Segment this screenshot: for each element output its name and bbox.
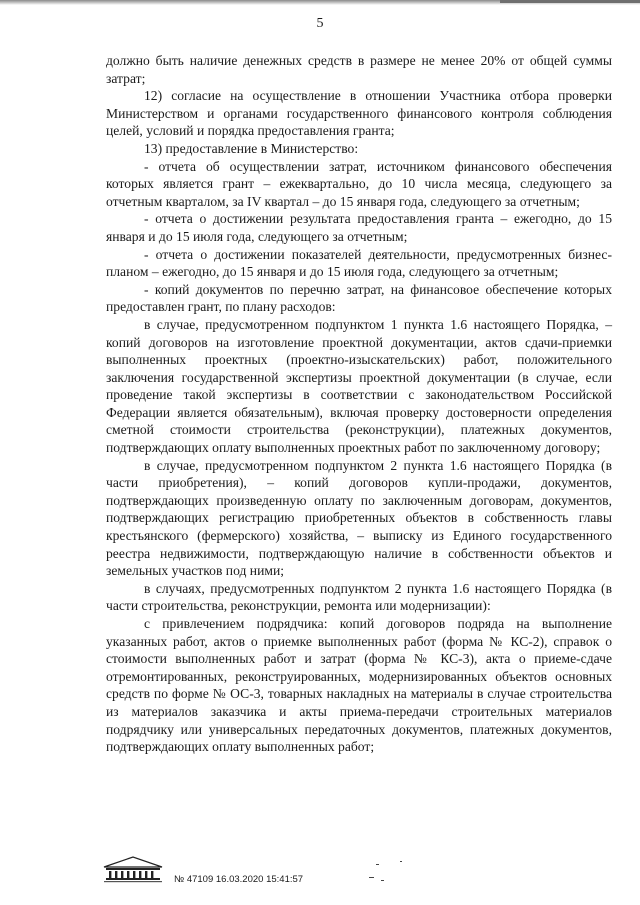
paragraph: - отчета об осуществлении затрат, источником финансового обеспечения которых является грант – ежеквартально, до 10 числа месяца, следующего за отчетным кварталом, за IV квартал – до 15 января года, следующего за отчетным; xyxy=(106,158,612,209)
scan-speck xyxy=(381,880,384,881)
scan-speck xyxy=(400,861,402,862)
paragraph: в случаях, предусмотренных подпунктом 2 пункта 1.6 настоящего Порядка (в части строительства, реконструкции, ремонта или модернизации): xyxy=(106,580,612,614)
scan-speck xyxy=(369,877,374,878)
paragraph: в случае, предусмотренном подпунктом 2 пункта 1.6 настоящего Порядка (в части приобретения), – копий договоров купли-продажи, документов, подтверждающих произведенную оплату по заключенным договорам, документов, подтверждающих регистрацию приобретенных объектов в собственность главы крестьянского (фермерского) хозяйства, – выписку из Единого государственного реестра недвижимости, подтверждающую наличие в собственности объектов и земельных участков под ними; xyxy=(106,457,612,579)
paragraph: - отчета о достижении результата предоставления гранта – ежегодно, до 15 января и до 15 июля года, следующего за отчетным; xyxy=(106,211,612,244)
document-body xyxy=(106,52,612,756)
government-building-icon xyxy=(102,854,164,884)
scan-top-edge-dark xyxy=(500,0,640,3)
paragraph: 12) согласие на осуществление в отношении Участника отбора проверки Министерством и органами государственного финансового контроля соблюдения целей, условий и порядка предоставления гранта; xyxy=(106,88,612,139)
page-number: 5 xyxy=(316,16,324,31)
paragraph: 13) предоставление в Министерство: xyxy=(144,140,359,156)
paragraph: - отчета о достижении показателей деятельности, предусмотренных бизнес-планом – ежегодно, до 15 января и до 15 июля года, следующего за отчетным; xyxy=(106,246,612,280)
paragraph: должно быть наличие денежных средств в размере не менее 20% от общей суммы затрат; xyxy=(106,53,612,86)
registration-stamp: № 47109 16.03.2020 15:41:57 xyxy=(174,874,304,885)
paragraph: - копий документов по перечню затрат, на финансовое обеспечение которых предоставлен грант, по плану расходов: xyxy=(106,281,612,315)
paragraph: в случае, предусмотренном подпунктом 1 пункта 1.6 настоящего Порядка, – копий договоров на изготовление проектной документации, актов сдачи-приемки выполненных проектных (проектно-изыскательских) работ, положительного заключения государственной экспертизы проектной документации (в случае, если проведение такой экспертизы в соответствии с законодательством Российской Федерации является обязательным), включая проверку достоверности определения сметной стоимости строительства (реконструкции), платежных документов, подтверждающих оплату выполненных проектных работ по заключенному договору; xyxy=(106,316,612,456)
scan-speck xyxy=(376,864,379,865)
paragraph: с привлечением подрядчика: копий договоров подряда на выполнение указанных работ, актов о приемке выполненных работ (форма № КС-2), справок о стоимости выполненных работ и затрат (форма № КС-3), акта о приеме-сдаче отремонтированных, реконструированных, модернизированных объектов основных средств по форме № ОС-3, товарных накладных на материалы в случае строительства из материалов заказчика и акты приема-передачи строительных материалов подрядчику или универсальных передаточных документов, платежных документов, подтверждающих оплату выполненных работ; xyxy=(106,616,612,755)
footer xyxy=(102,852,402,892)
